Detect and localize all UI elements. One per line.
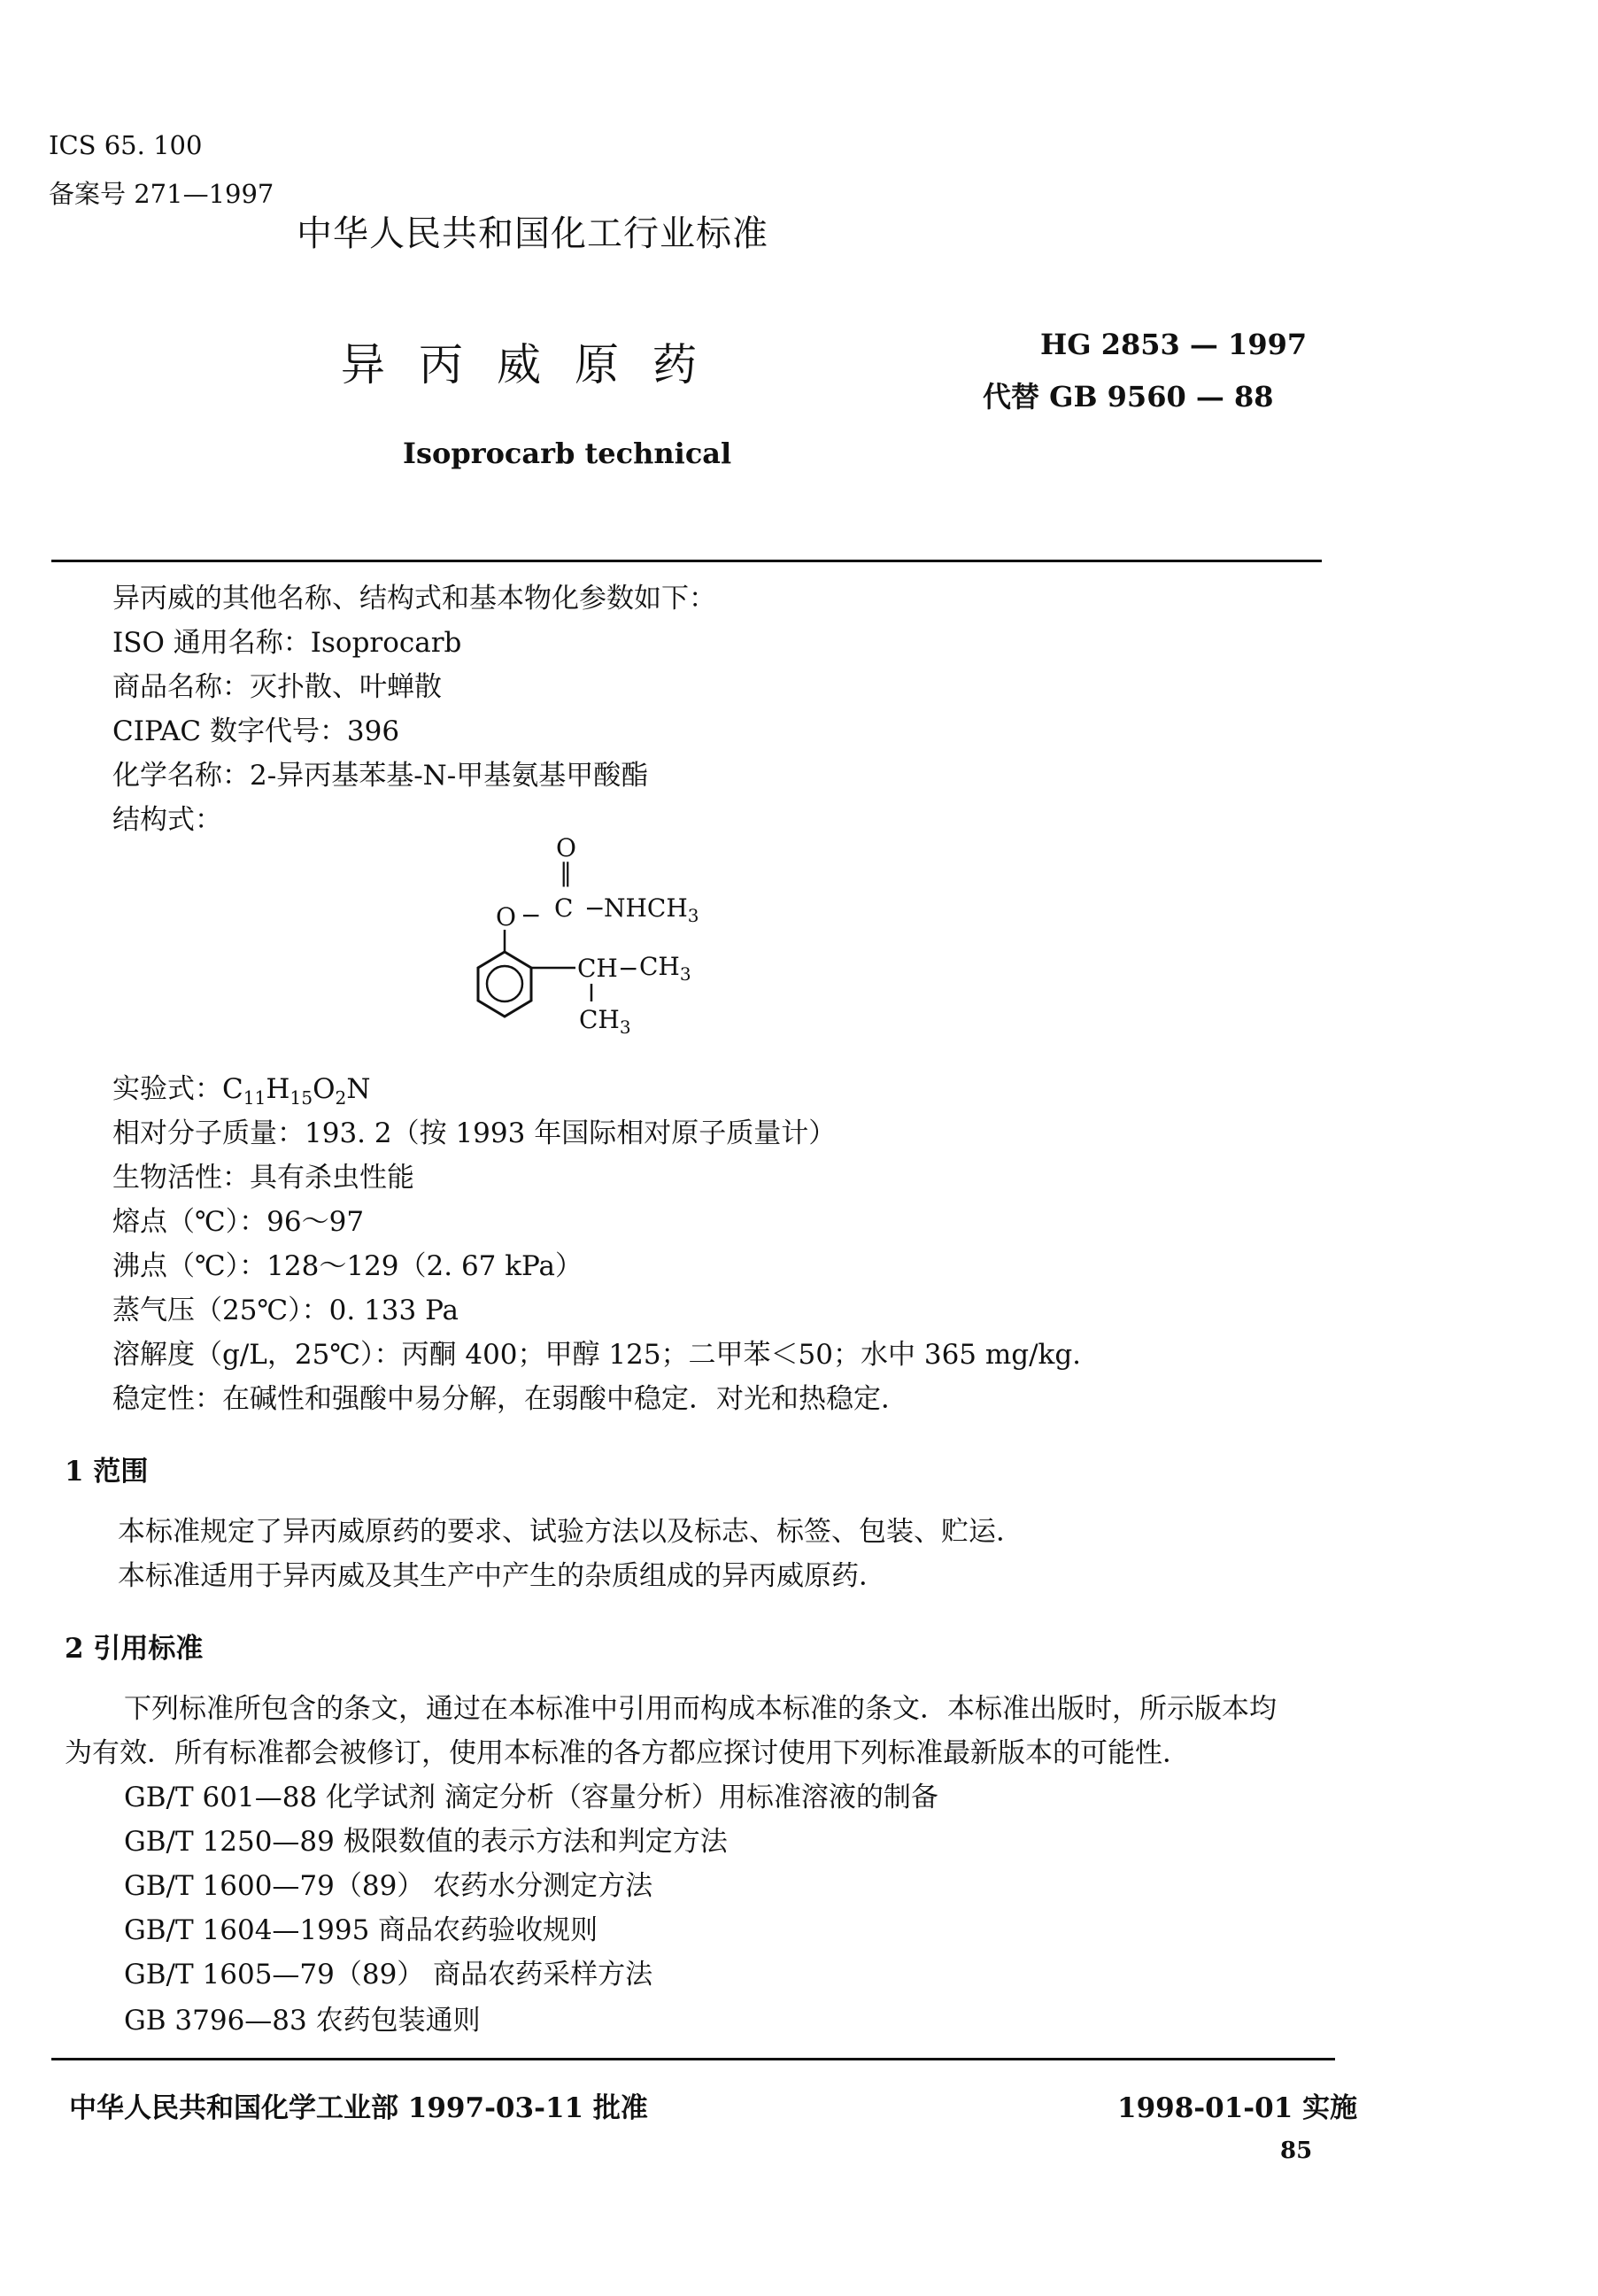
bond-dash: − — [618, 954, 639, 983]
reference-item: GB/T 1604—1995 商品农药验收规则 — [124, 1914, 598, 1946]
section-heading-scope: 1 范围 — [65, 1456, 149, 1488]
ics-number: ICS 65. 100 — [49, 130, 203, 160]
carbonyl-oxygen: O — [556, 833, 576, 862]
carbonyl-carbon: C — [554, 893, 574, 923]
vapor-pressure: 蒸气压（25℃）：0. 133 Pa — [112, 1295, 459, 1326]
page-title: 异丙威原药 — [341, 339, 730, 390]
cipac-code: CIPAC 数字代号：396 — [112, 715, 400, 747]
aromatic-circle — [487, 966, 522, 1001]
filing-number: 备案号 271—1997 — [49, 179, 274, 209]
bond-dash: − — [584, 893, 606, 923]
section-heading-references: 2 引用标准 — [65, 1633, 204, 1665]
empirical-formula: 实验式：$C_{11}H_{15}O_2N$ — [112, 1073, 371, 1109]
methine-group: CH — [577, 954, 618, 983]
trade-name: 商品名称：灭扑散、叶蝉散 — [112, 671, 442, 703]
svg-text:NHCH3 — [604, 893, 699, 926]
svg-text:CH3 — [639, 952, 691, 985]
svg-text:CH3 — [579, 1005, 631, 1038]
reference-item: GB/T 1600—79（89） 农药水分测定方法 — [124, 1870, 653, 1902]
standard-number: HG 2853 — 1997 — [1040, 328, 1308, 361]
iso-name: ISO 通用名称：Isoprocarb — [112, 627, 462, 659]
structure-label: 结构式： — [112, 804, 222, 836]
scope-paragraph: 本标准规定了异丙威原药的要求、试验方法以及标志、标签、包装、贮运． — [118, 1516, 1023, 1548]
subscript: 3 — [679, 963, 691, 985]
scope-paragraph: 本标准适用于异丙威及其生产中产生的杂质组成的异丙威原药． — [118, 1560, 886, 1592]
melting-point: 熔点（℃）：96～97 — [112, 1206, 365, 1238]
ester-oxygen: O — [496, 902, 516, 932]
reference-item: GB/T 601—88 化学试剂 滴定分析（容量分析）用标准溶液的制备 — [124, 1782, 938, 1813]
solubility: 溶解度（g/L，25℃）：丙酮 400；甲醇 125；二甲苯＜50；水中 365 mg/kg. — [112, 1339, 1082, 1371]
subscript: 3 — [687, 905, 699, 926]
footer-divider — [51, 2058, 1335, 2060]
reference-item: GB/T 1605—79（89） 商品农药采样方法 — [124, 1959, 653, 1991]
methyl-group: CH — [579, 1005, 620, 1034]
replaces-standard: 代替 GB 9560 — 88 — [983, 380, 1274, 414]
approval-statement: 中华人民共和国化学工业部 1997-03-11 批准 — [69, 2092, 648, 2124]
methyl-group: CH — [639, 952, 680, 981]
effective-date: 1998-01-01 实施 — [1117, 2092, 1358, 2124]
references-paragraph: 为有效．所有标准都会被修订，使用本标准的各方都应探讨使用下列标准最新版本的可能性． — [65, 1737, 1190, 1769]
standard-org-title: 中华人民共和国化工行业标准 — [297, 213, 768, 254]
double-bond: ‖ — [560, 858, 572, 887]
page-number: 85 — [1280, 2138, 1313, 2164]
stability: 稳定性：在碱性和强酸中易分解，在弱酸中稳定．对光和热稳定． — [112, 1383, 908, 1415]
chemical-name: 化学名称：2-异丙基苯基-N-甲基氨基甲酸酯 — [112, 760, 649, 792]
bond-dash: − — [521, 901, 542, 930]
subscript: 3 — [619, 1017, 631, 1038]
amine-group: NHCH — [604, 893, 688, 923]
english-title: Isoprocarb technical — [403, 437, 732, 470]
header-divider — [51, 560, 1322, 562]
boiling-point: 沸点（℃）：128～129（2. 67 kPa） — [112, 1250, 583, 1282]
molecular-weight: 相对分子质量：193. 2（按 1993 年国际相对原子质量计） — [112, 1117, 837, 1149]
structural-formula — [460, 828, 744, 1049]
bioactivity: 生物活性：具有杀虫性能 — [112, 1162, 414, 1194]
reference-item: GB 3796—83 农药包装通则 — [124, 2005, 481, 2037]
reference-item: GB/T 1250—89 极限数值的表示方法和判定方法 — [124, 1826, 728, 1858]
intro-lead: 异丙威的其他名称、结构式和基本物化参数如下： — [112, 583, 716, 615]
references-paragraph: 下列标准所包含的条文，通过在本标准中引用而构成本标准的条文．本标准出版时，所示版本均 — [124, 1693, 1277, 1725]
